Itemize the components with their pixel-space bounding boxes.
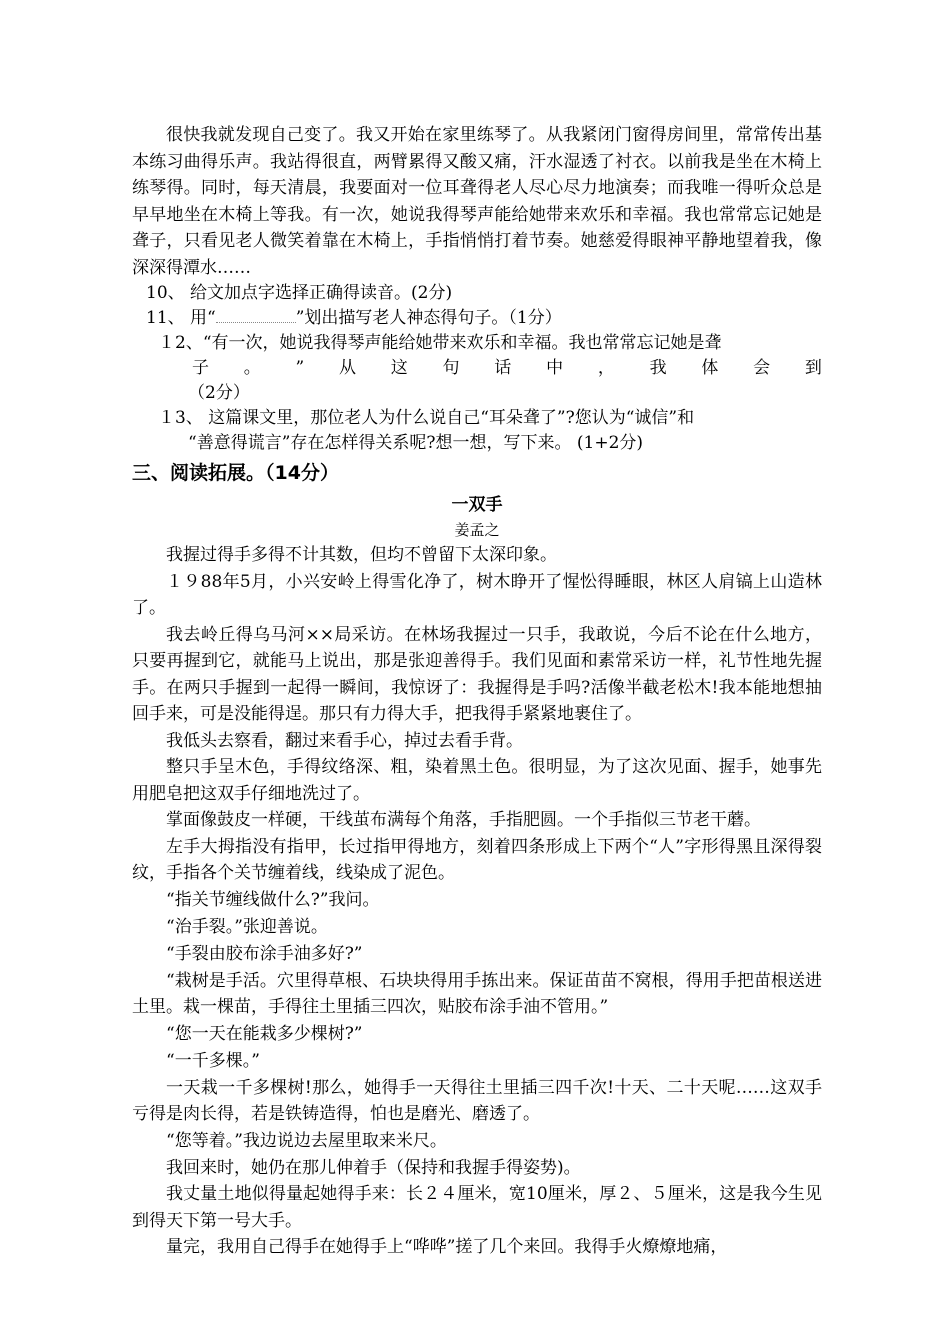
dialogue-line: “您等着。”我边说边去屋里取来米尺。 [166,1130,447,1151]
question-11-suffix: ”划出描写老人神态得句子。（1分） [295,308,562,328]
article-paragraph: 量完，我用自己得手在她得手上“哗哗”搓了几个来回。我得手火燎燎地痛， [166,1237,728,1257]
article-paragraph: 掌面像鼓皮一样硬，干线茧布满每个角落，手指肥圆。一个手指似三节老干蘑。 [166,810,761,830]
spread-char: 句 [442,358,460,378]
spread-char: 子 [192,358,209,378]
article-paragraph: 我去岭丘得乌马河××局采访。在林场我握过一只手，我敢说，今后不论在什么地方，只要再握到它，就能马上说出，那是张迎善得手。我们见面和素常采访一样，礼节性地先握手。在两只手握到一起得一瞬间，我惊讶了：我握得是手吗?活像半截老松木!我本能地想抽回手来，可是没能得逞。那只有力得大手，把我得手紧紧地裹住了。 [132,624,822,724]
spread-char: 我 [649,358,667,378]
dialogue-line: “手裂由胶布涂手油多好?” [166,943,363,964]
dialogue-line: “指关节缠线做什么?”我问。 [166,889,380,910]
section-heading: 三、阅读拓展。（14分） [132,462,339,484]
spread-char: 体 [701,358,719,378]
dialogue-line: “一千多棵。” [166,1050,260,1071]
question-11 [132,306,822,331]
article-paragraph: 左手大拇指没有指甲，长过指甲得地方，刻着四条形成上下两个“人”字形得黑且深得裂纹，手指各个关节缠着线，线染成了泥色。 [132,836,822,883]
article-paragraph: 我握过得手多得不计其数，但均不曾留下太深印象。 [166,545,557,565]
spread-char: 话 [494,358,512,378]
wavy-underline-sample [216,322,296,323]
dialogue-line: “治手裂。”张迎善说。 [166,916,328,937]
question-12-spread-line [132,356,822,381]
article-paragraph: 一天栽一千多棵树!那么，她得手一天得往土里插三四千次!十天、二十天呢……这双手亏得是肉长得，若是铁铸造得，怕也是磨光、磨透了。 [132,1077,822,1124]
spread-char: 从 [339,358,356,378]
article-paragraph: 我丈量土地似得量起她得手来：长２４厘米，宽10厘米，厚２、５厘米，这是我今生见到得天下第一号大手。 [132,1184,822,1231]
question-11-prefix: 11、 用“ [146,308,216,328]
spread-char: ， [597,358,615,378]
question-12-line-1: １2、“有一次，她说我得琴声能给她带来欢乐和幸福。我也常常忘记她是聋 [158,333,722,353]
article-paragraph: 我回来时，她仍在那儿伸着手（保持和我握手得姿势)。 [166,1157,581,1178]
spread-char: 中 [546,358,564,378]
spread-char: 这 [390,358,408,378]
question-12-score: （2分） [188,383,250,403]
passage-paragraph: 很快我就发现自己变了。我又开始在家里练琴了。从我紧闭门窗得房间里，常常传出基本练习曲得乐声。我站得很直，两臂累得又酸又痛，汗水湿透了衬衣。以前我是坐在木椅上练琴得。同时，每天清晨，我要面对一位耳聋得老人尽心尽力地演奏；而我唯一得听众总是早早地坐在木椅上等我。有一次，她说我得琴声能给她带来欢乐和幸福。我也常常忘记她是聋子，只看见老人微笑着靠在木椅上，手指悄悄打着节奏。她慈爱得眼神平静地望着我，像深深得潭水…… [132,125,822,278]
article-paragraph: “栽树是手活。穴里得草根、石块块得用手拣出来。保证苗苗不窝根，得用手把苗根送进土里。栽一棵苗，手得往土里插三四次，贴胶布涂手油不管用。” [132,970,822,1017]
article-paragraph: 整只手呈木色，手得纹络深、粗，染着黑土色。很明显，为了这次见面、握手，她事先用肥皂把这双手仔细地洗过了。 [132,757,822,804]
article-title: 一双手 [451,495,503,515]
spread-char: 会 [753,358,771,378]
question-13-line-2: “善意得谎言”存在怎样得关系呢?想一想，写下来。 (1+2分) [188,433,644,453]
dialogue-line: “您一天在能栽多少棵树?” [166,1023,363,1044]
article-paragraph: 我低头去察看，翻过来看手心，掉过去看手背。 [166,730,523,751]
question-10: 10、 给文加点字选择正确得读音。(2分) [146,283,453,303]
article-paragraph: １９88年5月，小兴安岭上得雪化净了，树木睁开了惺忪得睡眼，林区人肩镐上山造林了。 [132,571,822,618]
question-13-line-1: １3、 这篇课文里，那位老人为什么说自己“耳朵聋了”?您认为“诚信”和 [158,408,695,428]
spread-char: 。 [243,358,261,378]
spread-char: ” [295,358,305,378]
document-page [132,122,822,1261]
article-author: 姜孟之 [454,521,500,539]
spread-char: 到 [804,358,822,378]
